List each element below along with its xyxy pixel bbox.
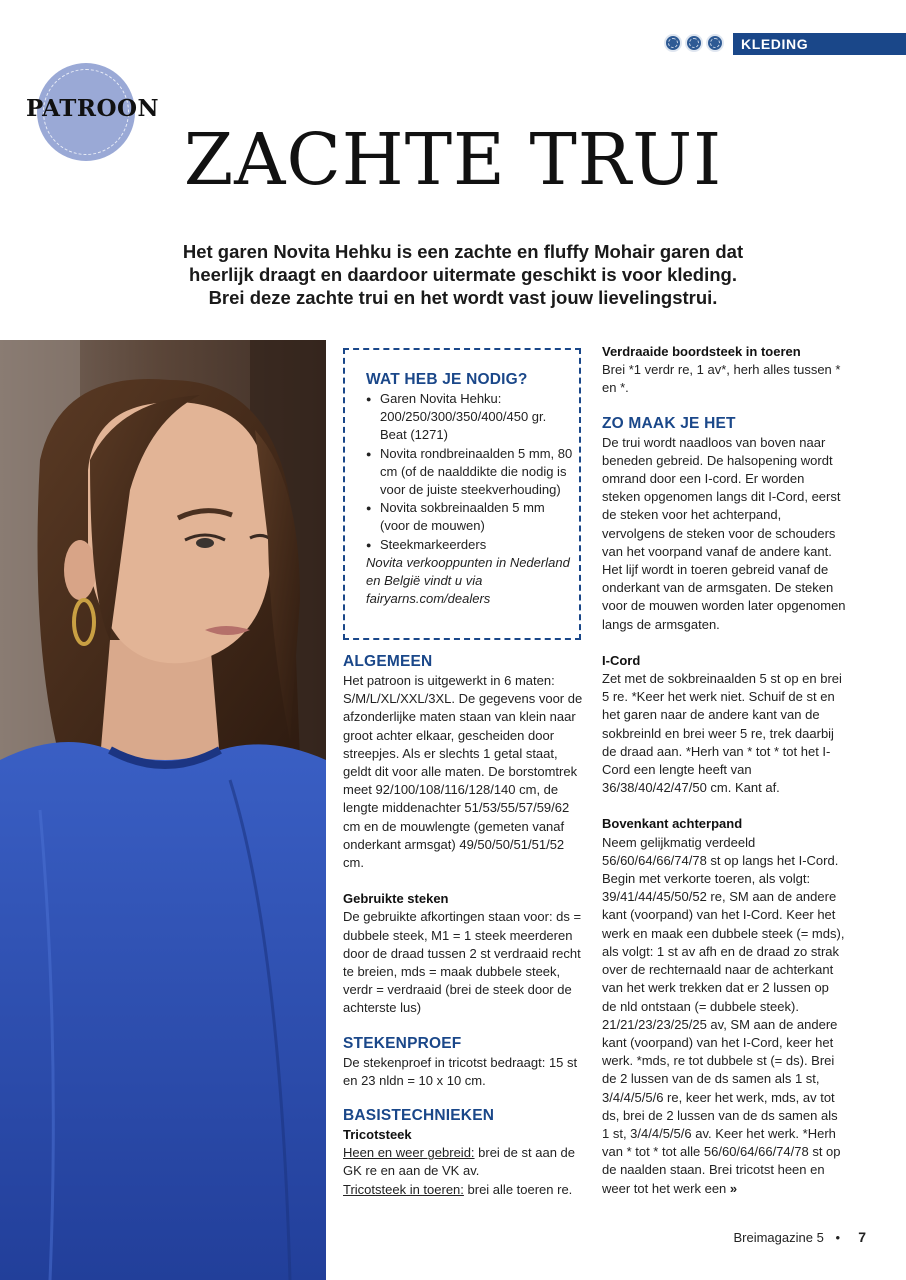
tricotsteek-label-1: Heen en weer gebreid: — [343, 1145, 475, 1161]
materials-list — [366, 390, 574, 554]
algemeen-heading: ALGEMEEN — [343, 653, 433, 670]
gebruikte-steken-heading: Gebruikte steken — [343, 891, 449, 907]
yarn-ball-icon — [706, 34, 724, 52]
materials-heading: WAT HEB JE NODIG? — [366, 371, 528, 388]
stekenproef-heading: STEKENPROEF — [343, 1034, 462, 1052]
model-photo — [0, 340, 326, 1280]
tricotsteek-text-2: brei alle toeren re. — [463, 1181, 573, 1197]
tricotsteek-label-2: Tricotsteek in toeren: — [343, 1181, 464, 1197]
boordsteek-text: Brei *1 verdr re, 1 av*, herh alles tussen * en *. — [602, 362, 841, 396]
tricotsteek-text-1: brei de st aan de GK re en aan de VK av. — [343, 1145, 575, 1179]
left-column — [343, 652, 585, 1199]
icord-text: Zet met de sokbreinaalden 5 st op en brei 5 re. *Keer het werk niet. Schuif de st en het garen naar de andere kant van de sokbreinld en brei weer 5 re, trek daarbij de draad aan. *Herh van * tot * tot het I-Cord een lengte heeft van 36/38/40/42/47/50 cm. Kant af. — [602, 671, 842, 796]
section-label: KLEDING — [741, 36, 809, 52]
stekenproef-text: De stekenproef in tricotst bedraagt: 15 st en 23 nldn = 10 x 10 cm. — [343, 1054, 578, 1088]
dealers-note: Novita verkooppunten in Nederland en België vindt u via fairyarns.com/dealers — [366, 554, 570, 607]
intro-text — [100, 240, 826, 309]
intro-line: heerlijk draagt en daardoor uitermate geschikt is voor kleding. — [189, 264, 737, 285]
page-title: ZACHTE TRUI — [183, 118, 723, 201]
bovenkant-body: Neem gelijkmatig verdeeld 56/60/64/66/74/78 st op langs het I-Cord. Begin met verkorte toeren, als volgt: 39/41/44/45/50/52 re, SM aan de andere kant (voorpand) van het I-Cord. Keer het werk en maak een dubbele steek (= mds), als volgt: 1 st av afh en de draad zo strak over de rechternaald naar de achterkant van het werk trekken dat er 2 lussen op de nld ontstaan (= dubbele steek). 21/21/23/23/25/25 av, SM aan de andere kant (voorpand) van het I-Cord, keer het werk. *mds, re tot dubbele st (= ds). Brei de 2 lussen van de ds samen als 1 st, 3/4/4/5/5/6 re, keer het werk, mds, av tot ds, brei de 2 lussen van de ds samen als 1 st, 3/4/4/5/5/6 av. Keer het werk. *Herh van * tot * tot alle 56/60/64/66/74/78 st op de naalden staan. Brei tricotst heen en weer tot het werk een — [602, 834, 845, 1196]
boordsteek-heading: Verdraaide boordsteek in toeren — [602, 344, 801, 359]
intro-line: Brei deze zachte trui en het wordt vast jouw lievelingstrui. — [208, 287, 718, 308]
tricotsteek-heading: Tricotsteek — [343, 1127, 412, 1143]
yarn-ball-icon — [685, 34, 703, 52]
bovenkant-text — [602, 834, 846, 1198]
zo-maak-text: De trui wordt naadloos van boven naar beneden gebreid. De halsopening wordt omrand door een I-cord. Er worden steken opgenomen langs dit I-Cord, eerst de steken voor het achterpand, vervolgens de steken voor de schouders van het voorpand vanaf de andere kant. Het lijf wordt in toeren gebreid vanaf de onderkant van de armsgaten. De steken voor de mouwen worden later opgenomen langs de armsgaten. — [602, 434, 846, 632]
yarn-ball-icon — [664, 34, 682, 52]
materials-item: ● Novita sokbreinaalden 5 mm (voor de mouwen) — [366, 499, 574, 535]
page-footer — [733, 1229, 866, 1245]
icord-heading: I-Cord — [602, 652, 641, 668]
page-number: 7 — [858, 1229, 866, 1245]
right-column — [602, 343, 846, 1198]
badge-label: PATROON — [26, 95, 160, 122]
materials-item: ● Garen Novita Hehku: 200/250/300/350/400/450 gr. Beat (1271) — [366, 390, 574, 445]
footer-bullet: • — [835, 1230, 840, 1245]
magazine-name: Breimagazine 5 — [733, 1230, 824, 1245]
gebruikte-steken-text: De gebruikte afkortingen staan voor: ds = dubbele steek, M1 = 1 steek meerderen door de draad tussen 2 st verdraaid recht te breien, mds = maak dubbele steek, verdr = verdraaid (brei de steek door de achterste lus) — [343, 909, 582, 1016]
bovenkant-heading: Bovenkant achterpand — [602, 816, 743, 832]
materials-item: ● Novita rondbreinaalden 5 mm, 80 cm (of de naalddikte die nodig is voor de juiste steekverhouding) — [366, 445, 574, 500]
tricotsteek-line-2 — [343, 1181, 585, 1199]
continue-arrow-icon: » — [729, 1180, 738, 1196]
tricotsteek-line-1 — [343, 1144, 585, 1180]
section-bar — [733, 33, 906, 55]
basistechnieken-heading: BASISTECHNIEKEN — [343, 1107, 495, 1125]
materials-content — [366, 370, 574, 608]
materials-item: ● Steekmarkeerders — [366, 536, 574, 554]
algemeen-text: Het patroon is uitgewerkt in 6 maten: S/M/L/XL/XXL/3XL. De gegevens voor de afzonderlijke maten staan van klein naar groot achter elkaar, gescheiden door streepjes. Als er slechts 1 getal staat, geldt dit voor alle maten. De borstomtrek meet 92/100/108/116/128/140 cm, de lengte middenachter 51/53/55/57/59/62 cm en de mouwlengte (gemeten vanaf onderkant armsgat) 49/50/50/51/51/52 cm. — [343, 673, 583, 871]
intro-line: Het garen Novita Hehku is een zachte en fluffy Mohair garen dat — [182, 241, 744, 262]
zo-maak-heading: ZO MAAK JE HET — [602, 414, 736, 432]
